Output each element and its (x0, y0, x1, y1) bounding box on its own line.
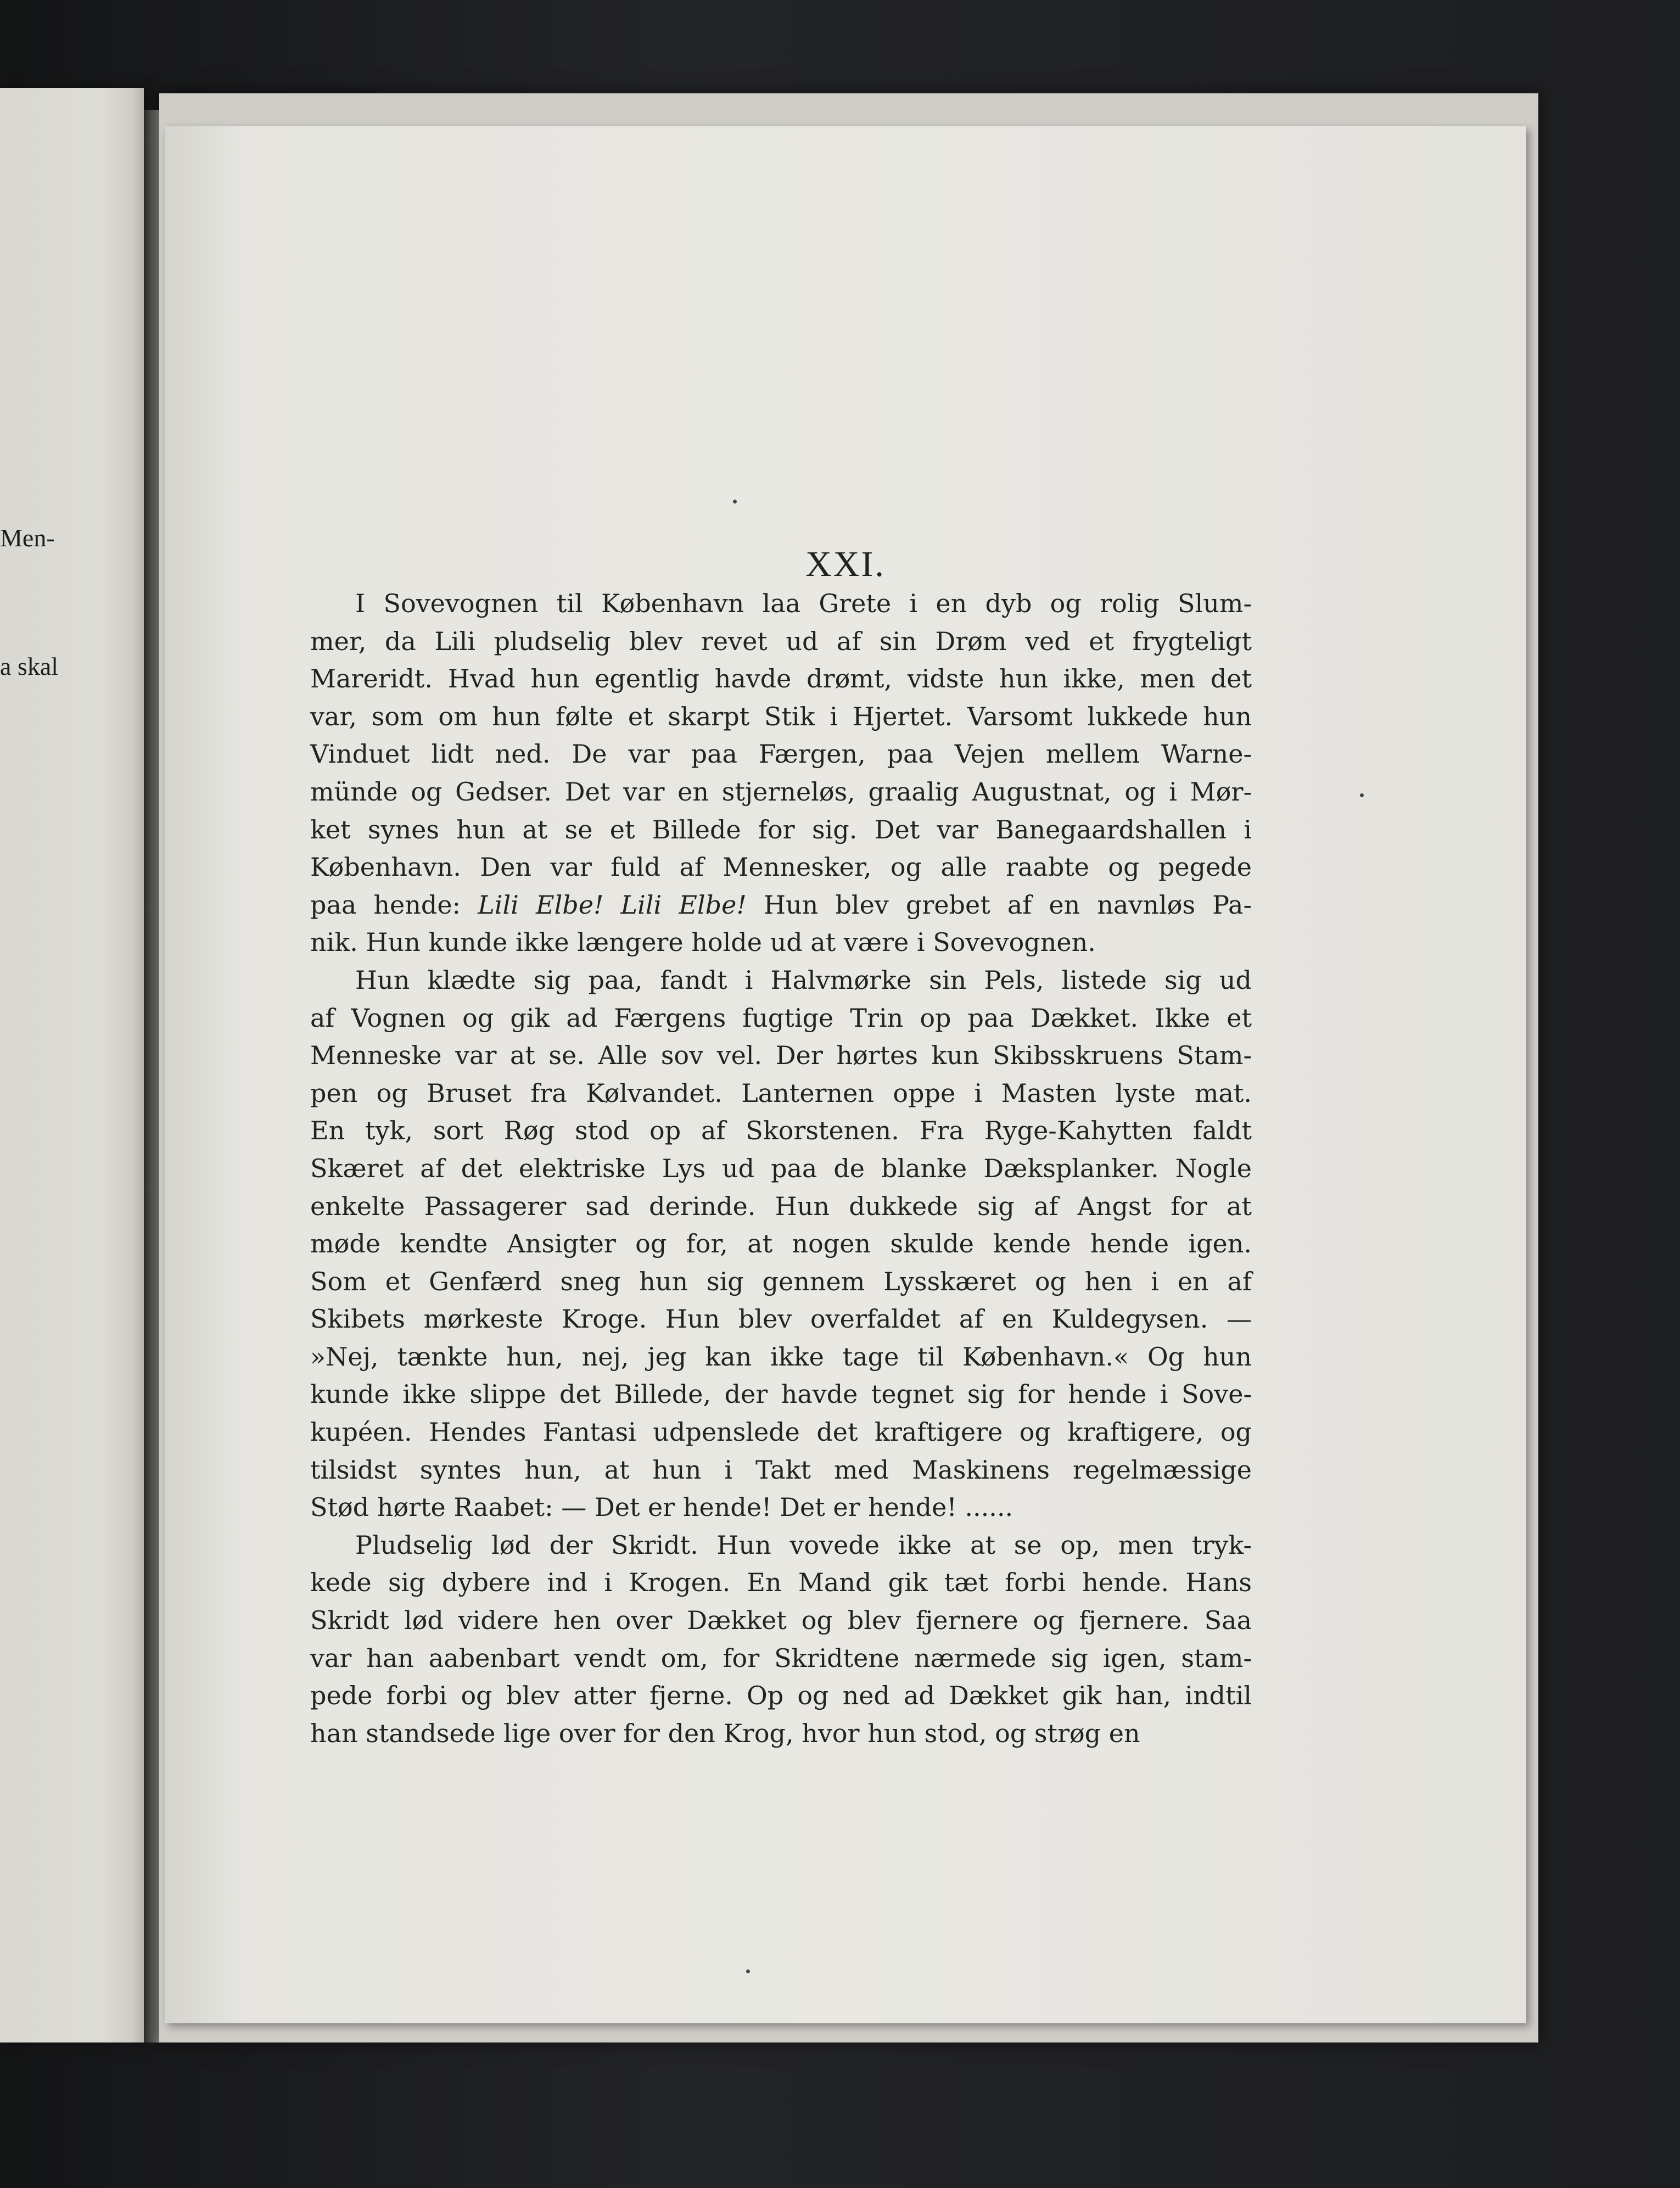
text-line: ket synes hun at se et Billede for sig. Det var Banegaardshallen i (310, 814, 1252, 844)
text-line: Pludselig lød der Skridt. Hun vovede ikke at se op, men tryk- (355, 1530, 1252, 1560)
text-line: münde og Gedser. Det var en stjerneløs, graalig Augustnat, og i Mør- (310, 776, 1252, 807)
text-line: enkelte Passagerer sad derinde. Hun dukkede sig af Angst for at (310, 1191, 1252, 1221)
text-line: pen og Bruset fra Kølvandet. Lanternen oppe i Masten lyste mat. (310, 1078, 1252, 1108)
text-line: kede sig dybere ind i Krogen. En Mand gik tæt forbi hende. Hans (310, 1568, 1252, 1598)
chapter-title: XXI. (805, 544, 886, 584)
paper-speck (733, 500, 737, 503)
text-line: Vinduet lidt ned. De var paa Færgen, paa Vejen mellem Warne- (310, 739, 1252, 769)
text-line: København. Den var fuld af Mennesker, og alle raabte og pegede (310, 852, 1252, 882)
text-line: Skibets mørkeste Kroge. Hun blev overfaldet af en Kuldegysen. — (310, 1304, 1252, 1334)
text-line: Stød hørte Raabet: — Det er hende! Det er hende! ...... (310, 1492, 1013, 1523)
left-page (0, 88, 144, 2042)
text-line: pede forbi og blev atter fjerne. Op og ned ad Dækket gik han, indtil (310, 1681, 1252, 1711)
text-line: han standsede lige over for den Krog, hvor hun stod, og strøg en (310, 1718, 1140, 1748)
text-line: mer, da Lili pludselig blev revet ud af sin Drøm ved et frygteligt (310, 626, 1252, 656)
text-line: tilsidst syntes hun, at hun i Takt med Maskinens regelmæssige (310, 1454, 1252, 1485)
text-line: En tyk, sort Røg stod op af Skorstenen. Fra Ryge-Kahytten faldt (310, 1116, 1252, 1146)
text-line: kunde ikke slippe det Billede, der havde tegnet sig for hende i Sove- (310, 1379, 1252, 1409)
left-page-line: Men- (0, 524, 55, 552)
emphasis: Lili Elbe! Lili Elbe! (478, 889, 747, 920)
right-page (165, 126, 1526, 2023)
paragraph (310, 585, 1252, 961)
left-page-text (0, 431, 59, 774)
text-line: af Vognen og gik ad Færgens fugtige Trin op paa Dækket. Ikke et (310, 1003, 1252, 1033)
body-text (310, 585, 1252, 1752)
text-line: Skæret af det elektriske Lys ud paa de blanke Dæksplanker. Nogle (310, 1153, 1252, 1183)
paper-speck (746, 1969, 750, 1973)
text-line: Menneske var at se. Alle sov vel. Der hørtes kun Skibsskruens Stam- (310, 1040, 1252, 1071)
text-line: var, som om hun følte et skarpt Stik i Hjertet. Varsomt lukkede hun (310, 701, 1252, 731)
left-page-line: a skal (0, 652, 59, 680)
text-line: var han aabenbart vendt om, for Skridtene nærmede sig igen, stam- (310, 1643, 1252, 1673)
paragraph (310, 961, 1252, 1526)
text-line: Mareridt. Hvad hun egentlig havde drømt, vidste hun ikke, men det (310, 664, 1252, 694)
text-line: kupéen. Hendes Fantasi udpenslede det kraftigere og kraftigere, og (310, 1417, 1252, 1447)
paragraph (310, 1526, 1252, 1753)
text-line: paa hende: Lili Elbe! Lili Elbe! Hun blev grebet af en navnløs Pa- (310, 889, 1252, 920)
text-line: I Sovevognen til København laa Grete i en dyb og rolig Slum- (355, 589, 1252, 618)
text-line: møde kendte Ansigter og for, at nogen skulde kende hende igen. (310, 1229, 1252, 1259)
paper-speck (1360, 793, 1364, 797)
text-line: »Nej, tænkte hun, nej, jeg kan ikke tage til København.« Og hun (310, 1341, 1252, 1372)
text-line: nik. Hun kunde ikke længere holde ud at være i Sovevognen. (310, 927, 1096, 958)
text-line: Hun klædte sig paa, fandt i Halvmørke sin Pels, listede sig ud (355, 965, 1252, 995)
text-line: Skridt lød videre hen over Dækket og blev fjernere og fjernere. Saa (310, 1605, 1252, 1636)
text-line: Som et Genfærd sneg hun sig gennem Lysskæret og hen i en af (310, 1266, 1252, 1296)
